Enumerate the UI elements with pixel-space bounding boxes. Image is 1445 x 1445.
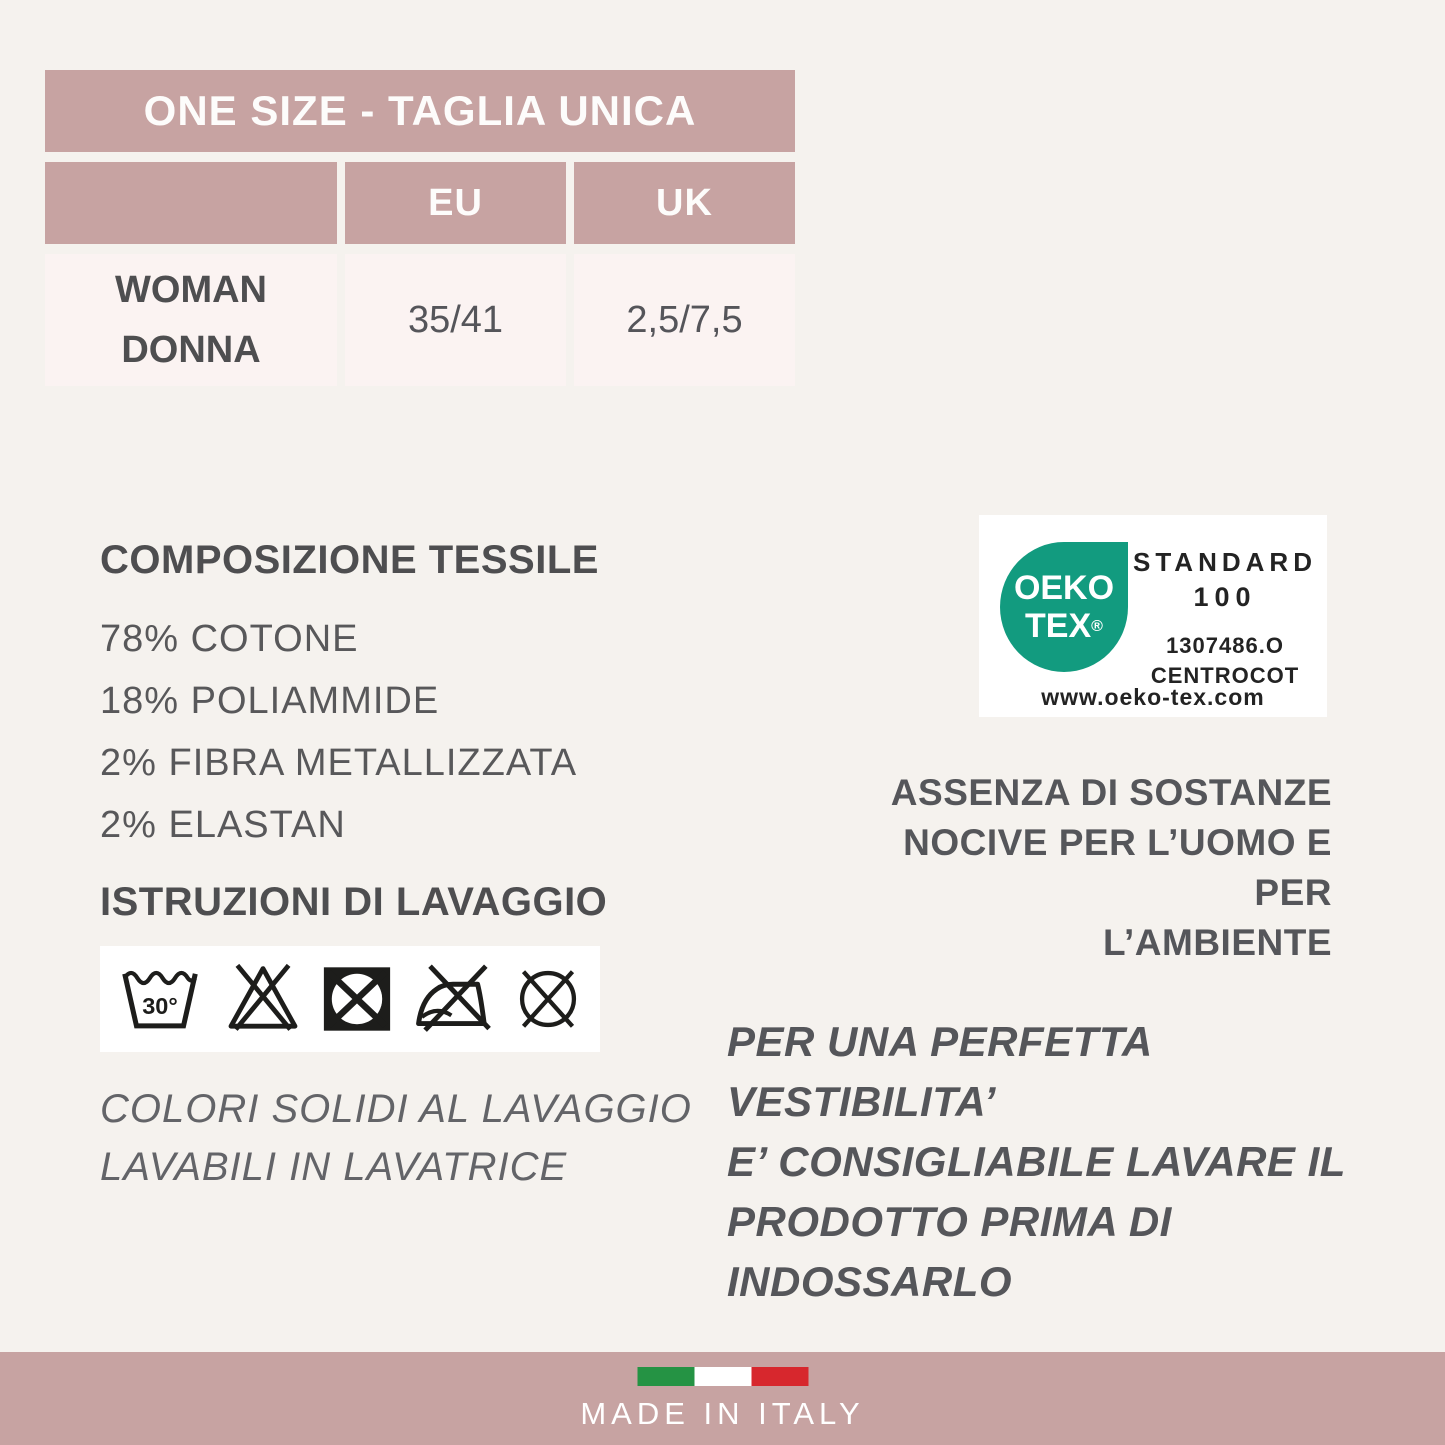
oeko-standard-number: 100 bbox=[1193, 582, 1257, 612]
composition-title: COMPOSIZIONE TESSILE bbox=[100, 538, 599, 582]
composition-list bbox=[100, 608, 577, 856]
oeko-logo-line2: TEX® bbox=[1025, 606, 1103, 645]
composition-item: 18% POLIAMMIDE bbox=[100, 680, 440, 722]
oeko-standard-block bbox=[1131, 547, 1319, 689]
size-table bbox=[45, 70, 795, 386]
oeko-claim-line: L’AMBIENTE bbox=[1102, 922, 1332, 963]
composition-item: 78% COTONE bbox=[100, 618, 359, 660]
footer-bar bbox=[0, 1352, 1445, 1445]
advice-line: E’ CONSIGLIABILE LAVARE IL bbox=[727, 1138, 1346, 1185]
composition-item: 2% ELASTAN bbox=[100, 804, 346, 846]
size-row-eu-value: 35/41 bbox=[407, 298, 504, 341]
oeko-institute: CENTROCOT bbox=[1150, 663, 1300, 688]
wash-30-icon bbox=[116, 957, 204, 1041]
size-row-label-line2: DONNA bbox=[121, 329, 261, 371]
composition-item: 2% FIBRA METALLIZZATA bbox=[100, 742, 578, 784]
advice-line: PER UNA PERFETTA VESTIBILITA’ bbox=[727, 1018, 1152, 1125]
oeko-claim-line: ASSENZA DI SOSTANZE bbox=[890, 772, 1332, 813]
size-row-label bbox=[45, 254, 337, 386]
made-in-italy-label: MADE IN ITALY bbox=[580, 1396, 865, 1431]
oeko-website: www.oeko-tex.com bbox=[1041, 684, 1265, 710]
size-table-col-eu: EU bbox=[345, 162, 566, 244]
flag-red-stripe bbox=[751, 1367, 808, 1386]
size-table-data-row bbox=[45, 254, 795, 386]
care-icons-strip bbox=[100, 946, 600, 1052]
size-row-uk-cell bbox=[574, 254, 795, 386]
wash-temperature-label: 30° bbox=[142, 993, 178, 1020]
size-row-uk-value: 2,5/7,5 bbox=[626, 298, 743, 341]
washing-advice-text bbox=[727, 1012, 1417, 1312]
size-table-title: ONE SIZE - TAGLIA UNICA bbox=[45, 70, 795, 152]
do-not-iron-icon bbox=[412, 957, 494, 1041]
size-table-corner-cell bbox=[45, 162, 337, 244]
italy-flag-icon bbox=[637, 1367, 808, 1386]
advice-line: PRODOTTO PRIMA DI INDOSSARLO bbox=[727, 1198, 1172, 1305]
do-not-dry-clean-icon bbox=[512, 957, 584, 1041]
oeko-logo-line1: OEKO bbox=[1013, 568, 1115, 607]
washing-notes bbox=[100, 1080, 692, 1196]
washing-title: ISTRUZIONI DI LAVAGGIO bbox=[100, 880, 608, 924]
size-row-eu-cell bbox=[345, 254, 566, 386]
size-table-col-uk: UK bbox=[574, 162, 795, 244]
size-table-header-row bbox=[45, 162, 795, 244]
oeko-standard-label: STANDARD bbox=[1133, 547, 1317, 577]
washing-note-line: LAVABILI IN LAVATRICE bbox=[100, 1145, 568, 1189]
oeko-tex-logo bbox=[1000, 542, 1128, 672]
size-row-label-line1: WOMAN bbox=[115, 269, 267, 311]
oeko-claim-line: NOCIVE PER L’UOMO E PER bbox=[903, 822, 1332, 913]
do-not-bleach-icon bbox=[223, 957, 303, 1041]
do-not-tumble-dry-icon bbox=[321, 957, 393, 1041]
flag-white-stripe bbox=[694, 1367, 751, 1386]
washing-note-line: COLORI SOLIDI AL LAVAGGIO bbox=[100, 1087, 692, 1131]
oeko-certificate-number: 1307486.O bbox=[1166, 633, 1284, 658]
oeko-tex-label bbox=[979, 515, 1327, 717]
oeko-claim-text bbox=[852, 768, 1332, 968]
flag-green-stripe bbox=[637, 1367, 694, 1386]
registered-mark: ® bbox=[1091, 617, 1103, 635]
